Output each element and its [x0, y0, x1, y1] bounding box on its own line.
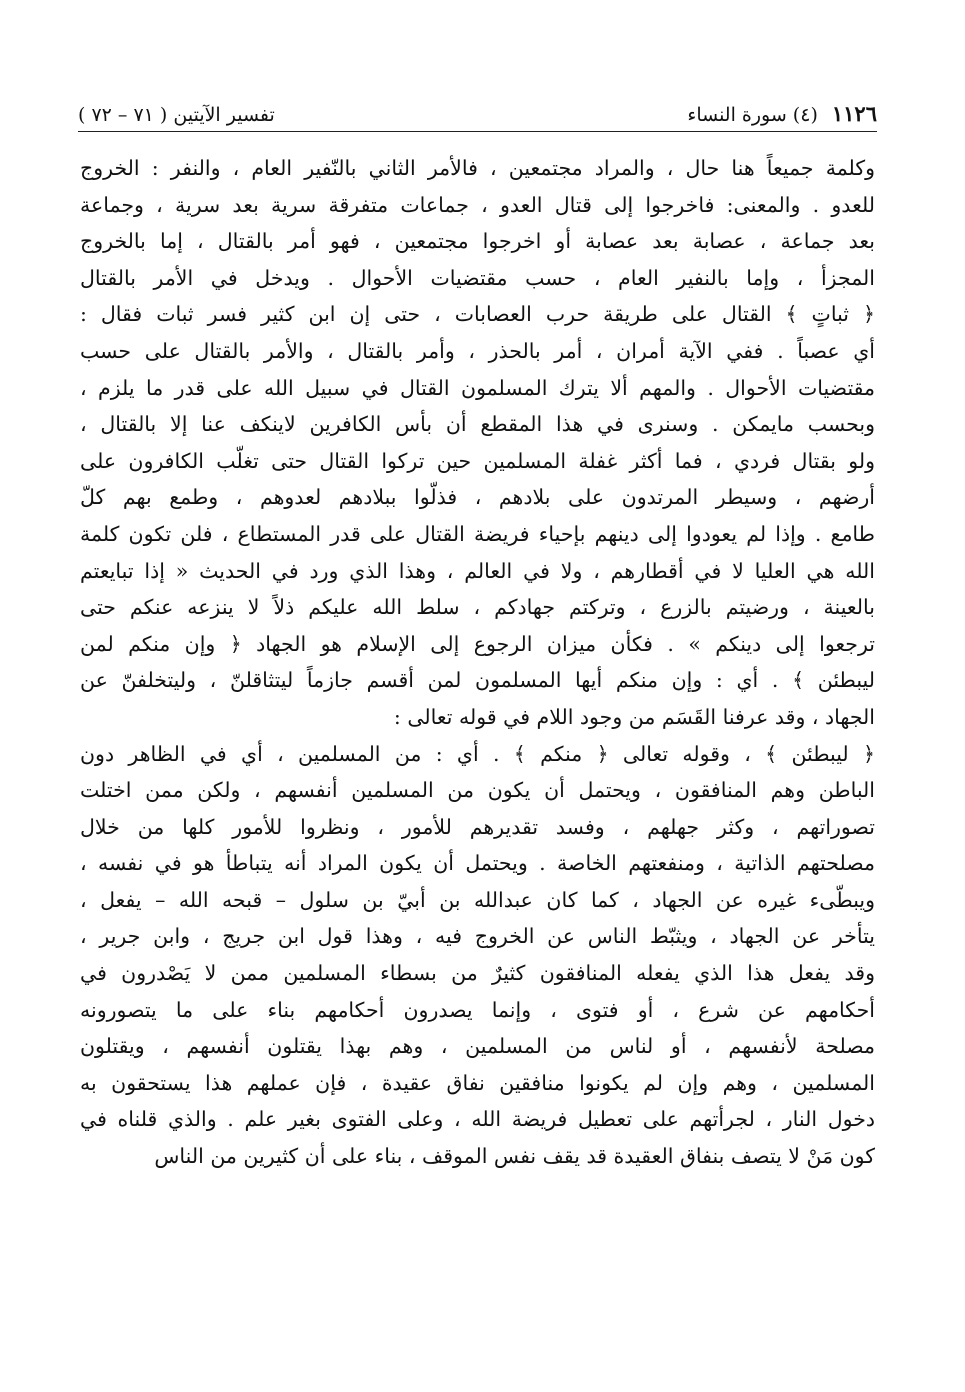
text-line: الله هي العليا لا في أقطارهم ، ولا في العالم ، وهذا الذي ورد في الحديث « إذا تبايعتم — [80, 558, 875, 583]
text-line: وقد يفعل هذا الذي يفعله المنافقون كثيرٌ من بسطاء المسلمين ممن لا يَصْدرون في — [80, 961, 875, 986]
page-header — [78, 92, 877, 126]
text-line: المسلمين ، وهم وإن لم يكونوا منافقين نفاق عقيدة ، فإن عملهم هذا يستحقون به — [80, 1070, 875, 1095]
text-line: أرضهم ، وسيطر المرتدون على بلادهم ، فذلّوا ببلادهم لعدوهم ، وطمع بهم كلّ — [80, 485, 875, 510]
page-number: ١١٢٦ — [831, 101, 877, 126]
text-line: كون مَنْ لا يتصف بنفاق العقيدة قد يقف نفس الموقف ، بناء على أن كثيرين من الناس — [154, 1144, 875, 1169]
section-title: تفسير الآيتين ( ٧١ – ٧٢ ) — [78, 104, 275, 126]
text-line: أي عصباً . ففي الآية أمران ، أمر بالحذر ، وأمر بالقتال ، والأمر بالقتال على حسب — [80, 338, 875, 363]
text-line: ويبطّىء غيره عن الجهاد ، كما كان عبدالله بن أبيّ بن سلول – قبحه الله – يفعل ، — [80, 887, 875, 912]
text-line: ترجعوا إلى دينكم » . فكأن ميزان الرجوع إلى الإسلام هو الجهاد ﴿ وإن منكم لمن — [80, 631, 875, 656]
text-line: تصوراتهم ، وكثر جهلهم ، وفسد تقديرهم للأمور ، ونظروا للأمور كلها من خلال — [80, 814, 875, 839]
text-line: ﴿ ثباتٍ ﴾ القتال على طريقة حرب العصابات ، حتى إن ابن كثير فسر ثبات فقال : — [80, 302, 875, 327]
body-text — [80, 150, 875, 1175]
text-line: للعدو . والمعنى: فاخرجوا إلى قتال العدو ، جماعات متفرقة سرية بعد سرية ، وجماعة — [80, 192, 875, 217]
text-line: مقتضيات الأحوال . والمهم ألا يترك المسلمون القتال في سبيل الله على قدر ما يلزم ، — [80, 375, 875, 400]
text-line: ﴿ ليبطئن ﴾ ، وقوله تعالى ﴿ منكم ﴾ . أي : من المسلمين ، أي في الظاهر دون — [80, 741, 875, 766]
text-line: بعد جماعة ، عصابة بعد عصابة أو اخرجوا مجتمعين ، فهو أمر بالقتال ، إما بالخروج — [80, 229, 875, 254]
text-line: أحكامهم عن شرع ، أو فتوى ، وإنما يصدرون أحكامهم بناء على ما يتصورونه — [80, 997, 875, 1022]
text-line: مصلحتهم الذاتية ، ومنفعتهم الخاصة . ويحتمل أن يكون المراد أنه يتباطأ هو في نفسه ، — [80, 851, 875, 876]
text-line: طامع . وإذا لم يعودوا إلى دينهم بإحياء فريضة القتال على قدر المستطاع ، فلن تكون كلمة — [80, 521, 875, 546]
text-line: الباطن وهم المنافقون ، ويحتمل أن يكون من المسلمين أنفسهم ، ولكن ممن اختلت — [80, 778, 875, 803]
header-right — [687, 101, 877, 126]
text-line: بالعينة ، ورضيتم بالزرع ، وتركتم جهادكم ، سلط الله عليكم ذلاً لا ينزعه عنكم حتى — [80, 595, 875, 620]
text-line: ولو بقتال فردي ، فما أكثر غفلة المسلمين حين تركوا القتال حتى تغلّب الكافرون على — [80, 448, 875, 473]
text-line: يتأخر عن الجهاد ، ويثبّط الناس عن الخروج فيه ، وهذا قول ابن جريج ، وابن جرير ، — [80, 924, 875, 949]
text-line: دخول النار ، لجرأتهم على تعطيل فريضة الله ، وعلى الفتوى بغير علم . والذي قلناه في — [80, 1107, 875, 1132]
text-line: ليبطئن ﴾ . أي : وإن منكم أيها المسلمون لمن أقسم جازماً ليتثاقلنّ ، وليتخلفنّ عن — [80, 668, 875, 693]
text-line: مصلحة لأنفسهم ، أو لناس من المسلمين ، وهم بهذا يقتلون أنفسهم ، ويقتلون — [80, 1034, 875, 1059]
surah-title: (٤) سورة النساء — [687, 104, 818, 126]
text-line: المجزأ ، وإما بالنفير العام ، حسب مقتضيات الأحوال . ويدخل في الأمر بالقتال — [80, 265, 875, 290]
text-line: الجهاد ، وقد عرفنا القَسَم من وجود اللام في قوله تعالى : — [393, 704, 875, 729]
text-line: وكلمة جميعاً هنا حال ، والمراد مجتمعين ، فالأمر الثاني بالنّفير العام ، والنفر : الخروج — [80, 156, 875, 180]
header-divider — [78, 131, 877, 132]
text-line: وبحسب مايمكن . وسنرى في هذا المقطع أن بأس الكافرين لاينكف عنا إلا بالقتال ، — [80, 412, 875, 437]
